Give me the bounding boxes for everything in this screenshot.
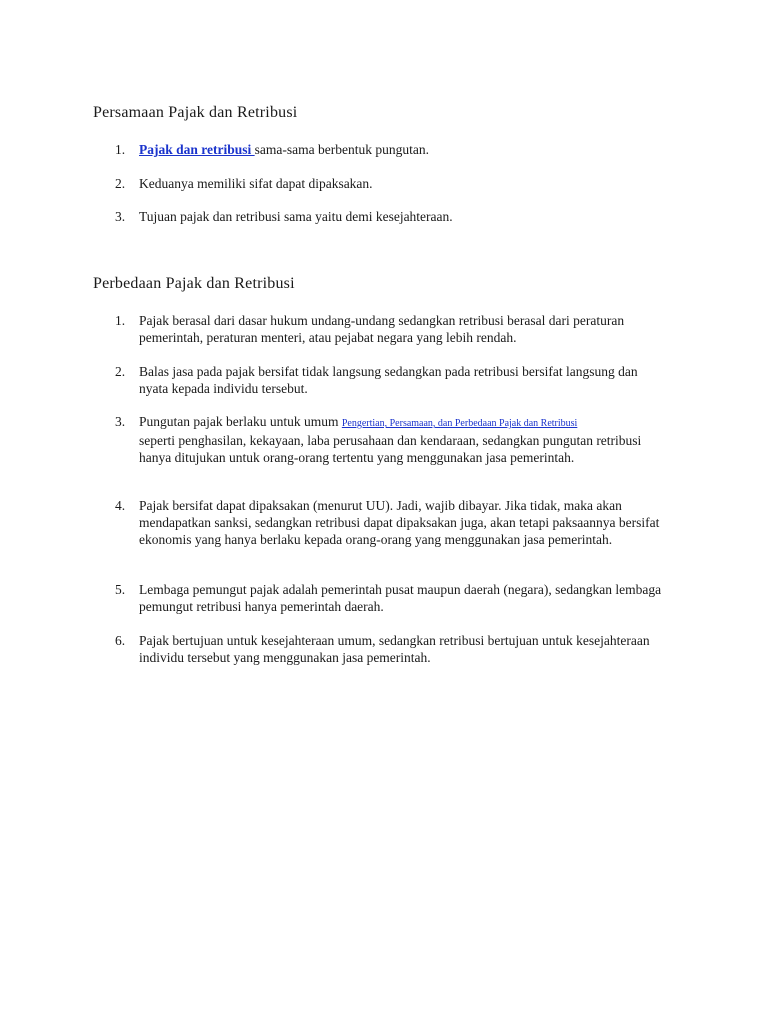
section-title-perbedaan: Perbedaan Pajak dan Retribusi [93, 275, 295, 292]
pajak-retribusi-link[interactable]: Pajak dan retribusi [139, 142, 255, 157]
list-text-rest: sama-sama berbentuk pungutan. [254, 142, 429, 157]
list-number: 6. [115, 633, 126, 648]
list-number: 4. [115, 498, 126, 513]
list-text: Tujuan pajak dan retribusi sama yaitu demi kesejahteraan. [139, 209, 453, 224]
list-text: Pajak bertujuan untuk kesejahteraan umum, sedangkan retribusi bertujuan untuk kesejahteraan individu tersebut yang menggunakan jasa pemerintah. [139, 633, 650, 665]
list-number: 1. [115, 313, 126, 328]
list-text-start: Pungutan pajak berlaku untuk umum [139, 414, 342, 429]
section-title-persamaan: Persamaan Pajak dan Retribusi [93, 104, 298, 121]
list-text-rest: seperti penghasilan, kekayaan, laba perusahaan dan kendaraan, sedangkan pungutan retribusi hanya ditujukan untuk orang-orang tertentu yang menggunakan jasa pemerintah. [139, 433, 642, 465]
list-number: 1. [115, 142, 126, 157]
list-text: Pajak berasal dari dasar hukum undang-undang sedangkan retribusi berasal dari peraturan pemerintah, peraturan menteri, atau pejabat negara yang lebih rendah. [139, 313, 625, 345]
list-text [139, 413, 669, 466]
list-number: 2. [115, 364, 126, 379]
list-number: 3. [115, 414, 126, 429]
list-number: 3. [115, 209, 126, 224]
list-number: 5. [115, 582, 126, 597]
list-text [139, 141, 669, 158]
list-text: Keduanya memiliki sifat dapat dipaksakan. [139, 176, 373, 191]
pengertian-link[interactable]: Pengertian, Persamaan, dan Perbedaan Pajak dan Retribusi [341, 418, 578, 429]
list-text: Pajak bersifat dapat dipaksakan (menurut UU). Jadi, wajib dibayar. Jika tidak, maka akan mendapatkan sanksi, sedangkan retribusi dapat dipaksakan juga, akan tetapi paksaannya bersifat ekonomis yang hanya berlaku kepada orang-orang yang menggunakan jasa pemerintah. [139, 498, 660, 547]
list-text: Balas jasa pada pajak bersifat tidak langsung sedangkan pada retribusi bersifat langsung dan nyata kepada individu tersebut. [139, 364, 638, 396]
list-number: 2. [115, 176, 126, 191]
list-text: Lembaga pemungut pajak adalah pemerintah pusat maupun daerah (negara), sedangkan lembaga pemungut retribusi hanya pemerintah daerah. [139, 582, 662, 614]
